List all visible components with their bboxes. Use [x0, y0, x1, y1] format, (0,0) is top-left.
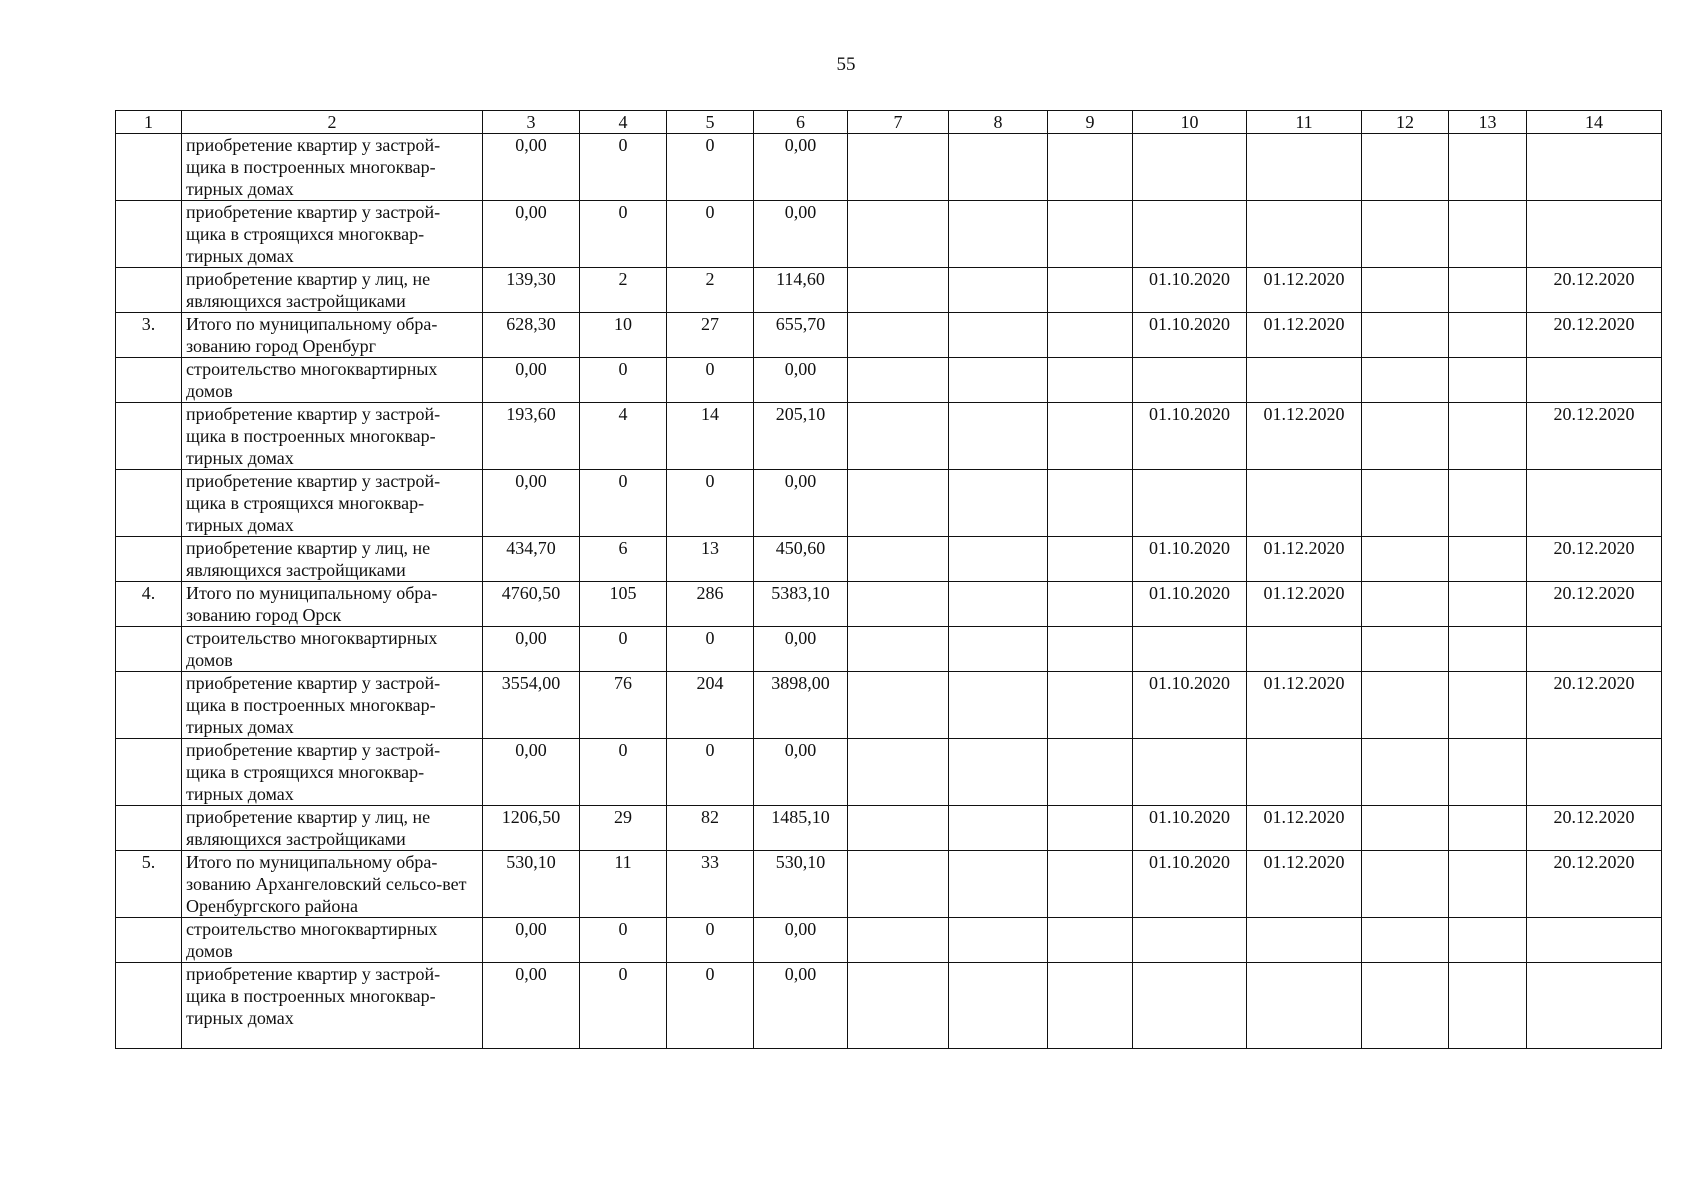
- table-row: [116, 268, 1662, 313]
- cell-col-11: [1247, 963, 1362, 1049]
- row-number: [116, 403, 182, 470]
- cell-col-10: [1133, 470, 1247, 537]
- cell-col-5: 14: [667, 403, 754, 470]
- row-number: [116, 963, 182, 1049]
- row-description: Итого по муниципальному обра-зованию город Орск: [182, 582, 483, 627]
- cell-col-4: 2: [580, 268, 667, 313]
- cell-col-8: [949, 739, 1048, 806]
- cell-col-10: [1133, 201, 1247, 268]
- table-row: [116, 358, 1662, 403]
- row-number: [116, 918, 182, 963]
- cell-col-6: 0,00: [754, 627, 848, 672]
- cell-col-8: [949, 582, 1048, 627]
- cell-col-3: 4760,50: [483, 582, 580, 627]
- cell-col-5: 0: [667, 358, 754, 403]
- cell-col-5: 286: [667, 582, 754, 627]
- cell-col-4: 0: [580, 627, 667, 672]
- cell-col-11: 01.12.2020: [1247, 268, 1362, 313]
- cell-col-13: [1449, 582, 1527, 627]
- table-row: [116, 134, 1662, 201]
- table-row: [116, 537, 1662, 582]
- cell-col-8: [949, 134, 1048, 201]
- row-number: 5.: [116, 851, 182, 918]
- cell-col-7: [848, 918, 949, 963]
- cell-col-8: [949, 358, 1048, 403]
- cell-col-6: 0,00: [754, 963, 848, 1049]
- cell-col-10: 01.10.2020: [1133, 851, 1247, 918]
- cell-col-9: [1048, 918, 1133, 963]
- cell-col-8: [949, 313, 1048, 358]
- cell-col-6: 0,00: [754, 739, 848, 806]
- cell-col-14: [1527, 739, 1662, 806]
- cell-col-4: 0: [580, 201, 667, 268]
- cell-col-5: 2: [667, 268, 754, 313]
- cell-col-5: 82: [667, 806, 754, 851]
- row-number: 4.: [116, 582, 182, 627]
- row-description: строительство многоквартирных домов: [182, 627, 483, 672]
- column-header-11: 11: [1247, 111, 1362, 134]
- cell-col-3: 0,00: [483, 134, 580, 201]
- cell-col-7: [848, 313, 949, 358]
- cell-col-6: 655,70: [754, 313, 848, 358]
- cell-col-4: 0: [580, 918, 667, 963]
- cell-col-10: [1133, 963, 1247, 1049]
- cell-col-4: 0: [580, 358, 667, 403]
- cell-col-4: 11: [580, 851, 667, 918]
- cell-col-12: [1362, 470, 1449, 537]
- cell-col-3: 0,00: [483, 201, 580, 268]
- row-description: приобретение квартир у застрой-щика в построенных многоквар-тирных домах: [182, 672, 483, 739]
- cell-col-3: 3554,00: [483, 672, 580, 739]
- cell-col-7: [848, 806, 949, 851]
- cell-col-10: 01.10.2020: [1133, 403, 1247, 470]
- cell-col-9: [1048, 134, 1133, 201]
- row-description: Итого по муниципальному обра-зованию город Оренбург: [182, 313, 483, 358]
- cell-col-14: [1527, 470, 1662, 537]
- cell-col-12: [1362, 963, 1449, 1049]
- cell-col-11: [1247, 470, 1362, 537]
- table-body: [116, 134, 1662, 1049]
- cell-col-12: [1362, 313, 1449, 358]
- cell-col-8: [949, 627, 1048, 672]
- cell-col-14: 20.12.2020: [1527, 672, 1662, 739]
- cell-col-7: [848, 358, 949, 403]
- cell-col-13: [1449, 358, 1527, 403]
- cell-col-7: [848, 537, 949, 582]
- cell-col-6: 0,00: [754, 470, 848, 537]
- cell-col-9: [1048, 851, 1133, 918]
- row-number: [116, 134, 182, 201]
- cell-col-13: [1449, 672, 1527, 739]
- cell-col-4: 0: [580, 470, 667, 537]
- cell-col-11: 01.12.2020: [1247, 537, 1362, 582]
- cell-col-11: 01.12.2020: [1247, 403, 1362, 470]
- column-header-14: 14: [1527, 111, 1662, 134]
- cell-col-4: 6: [580, 537, 667, 582]
- table-row: [116, 627, 1662, 672]
- cell-col-6: 530,10: [754, 851, 848, 918]
- cell-col-6: 1485,10: [754, 806, 848, 851]
- cell-col-3: 0,00: [483, 358, 580, 403]
- cell-col-3: 1206,50: [483, 806, 580, 851]
- table-row: [116, 672, 1662, 739]
- cell-col-12: [1362, 268, 1449, 313]
- table-header-row: [116, 111, 1662, 134]
- cell-col-4: 29: [580, 806, 667, 851]
- column-header-12: 12: [1362, 111, 1449, 134]
- cell-col-14: [1527, 134, 1662, 201]
- cell-col-5: 33: [667, 851, 754, 918]
- cell-col-8: [949, 672, 1048, 739]
- row-number: [116, 627, 182, 672]
- cell-col-5: 27: [667, 313, 754, 358]
- row-description: Итого по муниципальному обра-зованию Архангеловский сельсо-вет Оренбургского района: [182, 851, 483, 918]
- table-row: [116, 851, 1662, 918]
- cell-col-7: [848, 851, 949, 918]
- cell-col-12: [1362, 918, 1449, 963]
- cell-col-10: 01.10.2020: [1133, 313, 1247, 358]
- cell-col-12: [1362, 134, 1449, 201]
- row-number: [116, 739, 182, 806]
- cell-col-12: [1362, 201, 1449, 268]
- cell-col-7: [848, 470, 949, 537]
- cell-col-8: [949, 851, 1048, 918]
- cell-col-12: [1362, 537, 1449, 582]
- cell-col-10: 01.10.2020: [1133, 672, 1247, 739]
- cell-col-4: 0: [580, 963, 667, 1049]
- cell-col-11: 01.12.2020: [1247, 313, 1362, 358]
- cell-col-12: [1362, 739, 1449, 806]
- cell-col-10: [1133, 627, 1247, 672]
- cell-col-4: 105: [580, 582, 667, 627]
- table-row: [116, 403, 1662, 470]
- cell-col-6: 3898,00: [754, 672, 848, 739]
- cell-col-8: [949, 470, 1048, 537]
- row-number: [116, 268, 182, 313]
- cell-col-9: [1048, 582, 1133, 627]
- cell-col-14: [1527, 358, 1662, 403]
- table-row: [116, 201, 1662, 268]
- cell-col-14: [1527, 963, 1662, 1049]
- cell-col-10: [1133, 358, 1247, 403]
- cell-col-9: [1048, 313, 1133, 358]
- column-header-1: 1: [116, 111, 182, 134]
- cell-col-7: [848, 672, 949, 739]
- cell-col-13: [1449, 851, 1527, 918]
- column-header-2: 2: [182, 111, 483, 134]
- cell-col-4: 76: [580, 672, 667, 739]
- cell-col-6: 5383,10: [754, 582, 848, 627]
- cell-col-9: [1048, 201, 1133, 268]
- cell-col-14: 20.12.2020: [1527, 537, 1662, 582]
- cell-col-12: [1362, 403, 1449, 470]
- column-header-10: 10: [1133, 111, 1247, 134]
- row-number: [116, 537, 182, 582]
- cell-col-11: 01.12.2020: [1247, 672, 1362, 739]
- cell-col-13: [1449, 806, 1527, 851]
- row-number: [116, 470, 182, 537]
- cell-col-10: 01.10.2020: [1133, 582, 1247, 627]
- cell-col-13: [1449, 918, 1527, 963]
- cell-col-7: [848, 201, 949, 268]
- cell-col-5: 0: [667, 627, 754, 672]
- cell-col-12: [1362, 627, 1449, 672]
- table-row: [116, 313, 1662, 358]
- cell-col-8: [949, 963, 1048, 1049]
- cell-col-3: 0,00: [483, 739, 580, 806]
- cell-col-6: 205,10: [754, 403, 848, 470]
- cell-col-14: 20.12.2020: [1527, 268, 1662, 313]
- cell-col-7: [848, 627, 949, 672]
- cell-col-13: [1449, 268, 1527, 313]
- cell-col-8: [949, 918, 1048, 963]
- cell-col-5: 0: [667, 201, 754, 268]
- cell-col-7: [848, 963, 949, 1049]
- cell-col-5: 0: [667, 963, 754, 1049]
- cell-col-3: 628,30: [483, 313, 580, 358]
- cell-col-9: [1048, 268, 1133, 313]
- row-description: строительство многоквартирных домов: [182, 918, 483, 963]
- cell-col-10: [1133, 918, 1247, 963]
- cell-col-12: [1362, 806, 1449, 851]
- cell-col-14: [1527, 627, 1662, 672]
- cell-col-12: [1362, 851, 1449, 918]
- cell-col-5: 0: [667, 739, 754, 806]
- row-number: [116, 358, 182, 403]
- cell-col-5: 13: [667, 537, 754, 582]
- cell-col-6: 0,00: [754, 358, 848, 403]
- cell-col-13: [1449, 201, 1527, 268]
- cell-col-13: [1449, 627, 1527, 672]
- cell-col-11: [1247, 739, 1362, 806]
- row-number: [116, 672, 182, 739]
- cell-col-13: [1449, 963, 1527, 1049]
- cell-col-9: [1048, 627, 1133, 672]
- row-description: приобретение квартир у застрой-щика в строящихся многоквар-тирных домах: [182, 739, 483, 806]
- cell-col-14: [1527, 918, 1662, 963]
- column-header-9: 9: [1048, 111, 1133, 134]
- row-description: приобретение квартир у застрой-щика в построенных многоквар-тирных домах: [182, 403, 483, 470]
- cell-col-9: [1048, 403, 1133, 470]
- cell-col-12: [1362, 582, 1449, 627]
- table-row: [116, 963, 1662, 1049]
- cell-col-7: [848, 403, 949, 470]
- cell-col-6: 0,00: [754, 201, 848, 268]
- row-number: [116, 201, 182, 268]
- cell-col-9: [1048, 739, 1133, 806]
- cell-col-14: 20.12.2020: [1527, 806, 1662, 851]
- page-number: 55: [836, 54, 856, 75]
- cell-col-14: [1527, 201, 1662, 268]
- cell-col-6: 0,00: [754, 134, 848, 201]
- cell-col-3: 0,00: [483, 470, 580, 537]
- cell-col-6: 450,60: [754, 537, 848, 582]
- cell-col-5: 0: [667, 918, 754, 963]
- cell-col-14: 20.12.2020: [1527, 851, 1662, 918]
- cell-col-11: 01.12.2020: [1247, 851, 1362, 918]
- cell-col-10: [1133, 739, 1247, 806]
- cell-col-13: [1449, 739, 1527, 806]
- cell-col-13: [1449, 313, 1527, 358]
- cell-col-5: 0: [667, 470, 754, 537]
- cell-col-12: [1362, 358, 1449, 403]
- cell-col-11: [1247, 134, 1362, 201]
- cell-col-11: [1247, 918, 1362, 963]
- cell-col-13: [1449, 134, 1527, 201]
- row-description: приобретение квартир у лиц, не являющихся застройщиками: [182, 537, 483, 582]
- cell-col-14: 20.12.2020: [1527, 582, 1662, 627]
- cell-col-6: 0,00: [754, 918, 848, 963]
- cell-col-7: [848, 268, 949, 313]
- column-header-13: 13: [1449, 111, 1527, 134]
- row-description: строительство многоквартирных домов: [182, 358, 483, 403]
- row-description: приобретение квартир у лиц, не являющихся застройщиками: [182, 806, 483, 851]
- row-description: приобретение квартир у застрой-щика в построенных многоквар-тирных домах: [182, 134, 483, 201]
- cell-col-3: 0,00: [483, 627, 580, 672]
- cell-col-3: 193,60: [483, 403, 580, 470]
- cell-col-7: [848, 134, 949, 201]
- cell-col-4: 0: [580, 739, 667, 806]
- cell-col-8: [949, 537, 1048, 582]
- cell-col-9: [1048, 963, 1133, 1049]
- cell-col-9: [1048, 672, 1133, 739]
- cell-col-11: 01.12.2020: [1247, 806, 1362, 851]
- cell-col-5: 204: [667, 672, 754, 739]
- cell-col-11: [1247, 627, 1362, 672]
- cell-col-10: [1133, 134, 1247, 201]
- cell-col-9: [1048, 358, 1133, 403]
- table-row: [116, 470, 1662, 537]
- row-description: приобретение квартир у застрой-щика в построенных многоквар-тирных домах: [182, 963, 483, 1049]
- table-row: [116, 582, 1662, 627]
- cell-col-9: [1048, 470, 1133, 537]
- row-number: 3.: [116, 313, 182, 358]
- column-header-3: 3: [483, 111, 580, 134]
- cell-col-4: 10: [580, 313, 667, 358]
- cell-col-3: 530,10: [483, 851, 580, 918]
- cell-col-4: 0: [580, 134, 667, 201]
- cell-col-6: 114,60: [754, 268, 848, 313]
- cell-col-14: 20.12.2020: [1527, 403, 1662, 470]
- cell-col-7: [848, 582, 949, 627]
- cell-col-8: [949, 201, 1048, 268]
- data-table: [115, 110, 1662, 1049]
- column-header-6: 6: [754, 111, 848, 134]
- row-description: приобретение квартир у застрой-щика в строящихся многоквар-тирных домах: [182, 201, 483, 268]
- cell-col-13: [1449, 537, 1527, 582]
- row-description: приобретение квартир у лиц, не являющихся застройщиками: [182, 268, 483, 313]
- cell-col-9: [1048, 537, 1133, 582]
- cell-col-10: 01.10.2020: [1133, 268, 1247, 313]
- row-number: [116, 806, 182, 851]
- cell-col-8: [949, 403, 1048, 470]
- cell-col-8: [949, 268, 1048, 313]
- cell-col-13: [1449, 403, 1527, 470]
- column-header-5: 5: [667, 111, 754, 134]
- table-row: [116, 918, 1662, 963]
- cell-col-12: [1362, 672, 1449, 739]
- cell-col-13: [1449, 470, 1527, 537]
- column-header-4: 4: [580, 111, 667, 134]
- cell-col-11: [1247, 201, 1362, 268]
- cell-col-3: 139,30: [483, 268, 580, 313]
- cell-col-7: [848, 739, 949, 806]
- cell-col-3: 434,70: [483, 537, 580, 582]
- cell-col-5: 0: [667, 134, 754, 201]
- cell-col-3: 0,00: [483, 918, 580, 963]
- table-row: [116, 806, 1662, 851]
- cell-col-11: 01.12.2020: [1247, 582, 1362, 627]
- cell-col-14: 20.12.2020: [1527, 313, 1662, 358]
- cell-col-9: [1048, 806, 1133, 851]
- cell-col-3: 0,00: [483, 963, 580, 1049]
- table-row: [116, 739, 1662, 806]
- cell-col-10: 01.10.2020: [1133, 806, 1247, 851]
- cell-col-4: 4: [580, 403, 667, 470]
- cell-col-8: [949, 806, 1048, 851]
- row-description: приобретение квартир у застрой-щика в строящихся многоквар-тирных домах: [182, 470, 483, 537]
- cell-col-10: 01.10.2020: [1133, 537, 1247, 582]
- cell-col-11: [1247, 358, 1362, 403]
- column-header-7: 7: [848, 111, 949, 134]
- column-header-8: 8: [949, 111, 1048, 134]
